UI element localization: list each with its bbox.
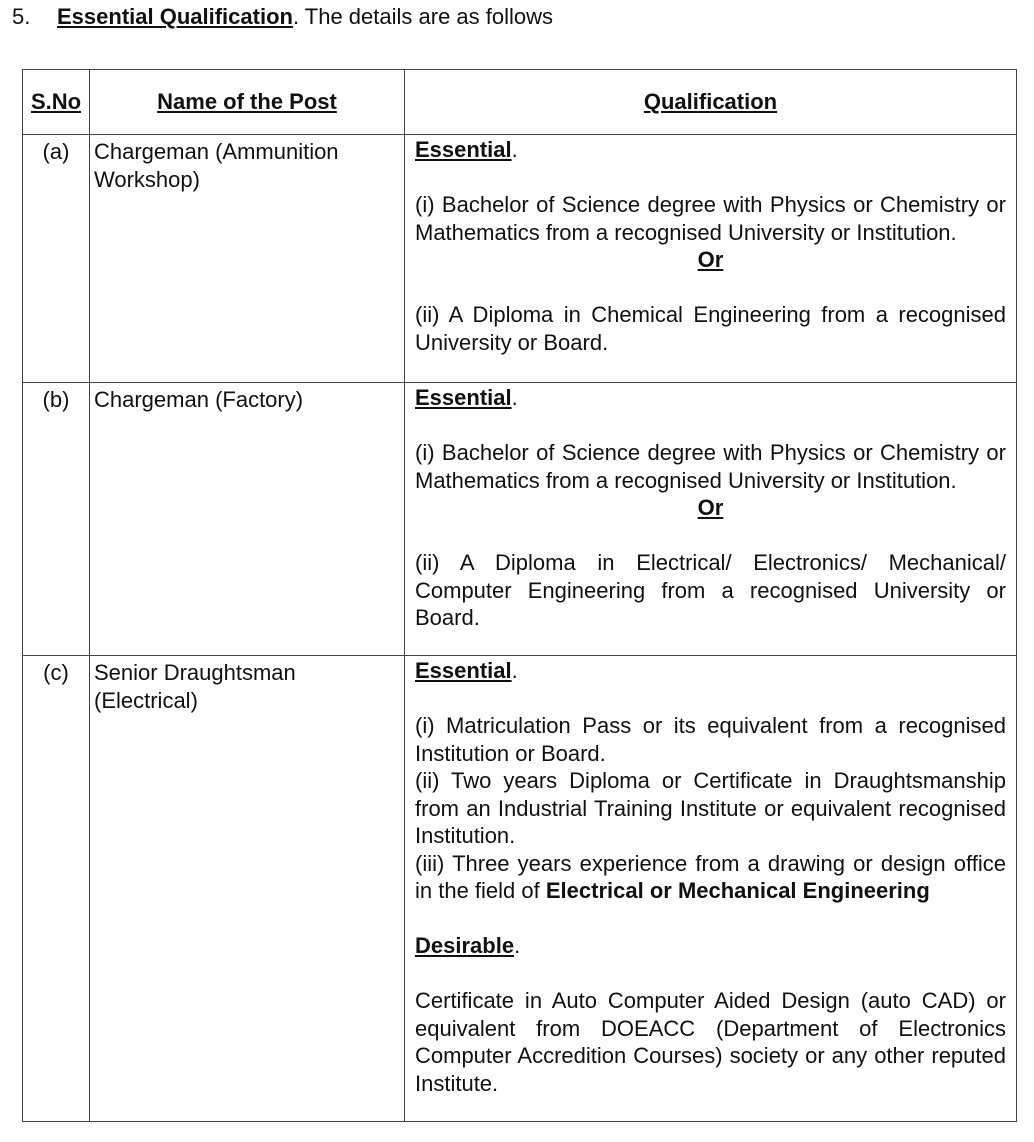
row-post-name: Chargeman (Factory) bbox=[90, 383, 405, 656]
section-title: Essential Qualification bbox=[57, 4, 293, 29]
row-sno: (b) bbox=[23, 383, 90, 656]
qualification-table bbox=[22, 69, 1017, 1122]
row-qualification bbox=[405, 383, 1017, 656]
essential-heading: Essential. bbox=[415, 137, 518, 162]
row-sno: (c) bbox=[23, 656, 90, 1122]
row-qualification bbox=[405, 135, 1017, 383]
qualification-item: (iii) Three years experience from a drawing or design office in the field of Electrical or Mechanical Engineering bbox=[415, 850, 1006, 903]
row-post-name: Senior Draughtsman (Electrical) bbox=[90, 656, 405, 1122]
or-separator: Or bbox=[697, 247, 724, 272]
desirable-text: Certificate in Auto Computer Aided Design (auto CAD) or equivalent from DOEACC (Department of Electronics Computer Accredition Courses) society or any other reputed Institute. bbox=[415, 988, 1006, 1096]
table-row bbox=[23, 135, 1017, 383]
qualification-item: (i) Bachelor of Science degree with Physics or Chemistry or Mathematics from a recognised University or Institution. bbox=[415, 440, 1006, 493]
table-header-row bbox=[23, 70, 1017, 135]
qualification-item: (ii) A Diploma in Chemical Engineering from a recognised University or Board. bbox=[415, 302, 1006, 355]
header-sno: S.No bbox=[23, 70, 90, 135]
table-row bbox=[23, 656, 1017, 1122]
section-title-suffix: . The details are as follows bbox=[292, 4, 554, 29]
qualification-item: (ii) A Diploma in Electrical/ Electronics/ Mechanical/ Computer Engineering from a recognised University or Board. bbox=[415, 550, 1006, 630]
section-number: 5. bbox=[12, 4, 31, 29]
qualification-item: (i) Bachelor of Science degree with Physics or Chemistry or Mathematics from a recognised University or Institution. bbox=[415, 192, 1006, 245]
desirable-heading: Desirable. bbox=[415, 933, 521, 958]
row-qualification bbox=[405, 656, 1017, 1122]
or-separator: Or bbox=[697, 495, 724, 520]
section-heading bbox=[12, 3, 553, 31]
essential-heading: Essential. bbox=[415, 658, 518, 683]
qualification-item: (ii) Two years Diploma or Certificate in Draughtsmanship from an Industrial Training Institute or equivalent recognised Institution. bbox=[415, 768, 1006, 848]
header-qualification: Qualification bbox=[405, 70, 1017, 135]
header-post-name: Name of the Post bbox=[90, 70, 405, 135]
row-sno: (a) bbox=[23, 135, 90, 383]
qualification-item: (i) Matriculation Pass or its equivalent from a recognised Institution or Board. bbox=[415, 713, 1006, 766]
essential-heading: Essential. bbox=[415, 385, 518, 410]
table-row bbox=[23, 383, 1017, 656]
row-post-name: Chargeman (Ammunition Workshop) bbox=[90, 135, 405, 383]
